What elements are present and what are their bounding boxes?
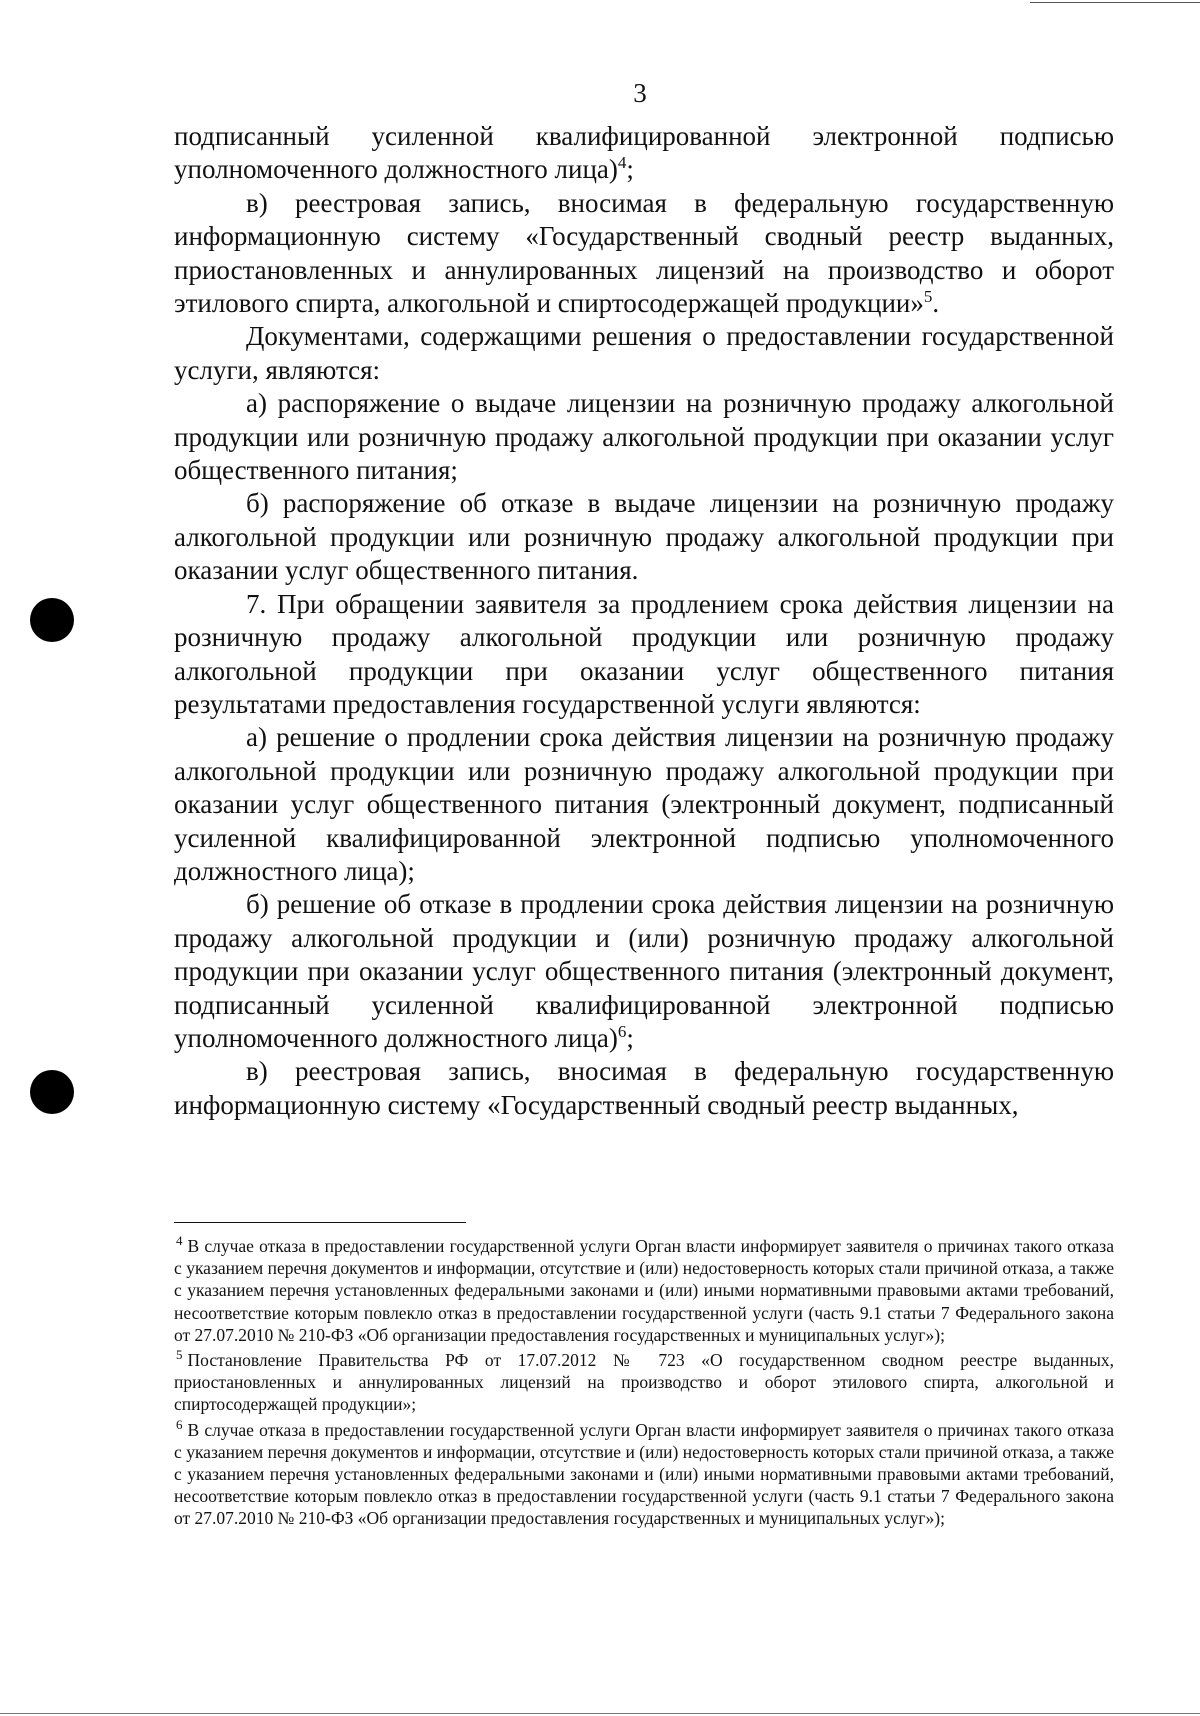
footnote-number: 5 bbox=[176, 1347, 183, 1363]
footnote-reference[interactable]: 6 bbox=[617, 1021, 627, 1041]
punch-hole bbox=[30, 598, 74, 642]
footnote-text: Постановление Правительства РФ от 17.07.2012 № 723 «О государственном сводном реестре выданных, приостановленных и аннулированных лицензий на производство и оборот этилового спирта, алкогольной и спиртосодержащей продукции»; bbox=[174, 1350, 1114, 1415]
footnote-number: 4 bbox=[176, 1233, 183, 1249]
paragraph: подписанный усиленной квалифицированной электронной подписью уполномоченного должностного лица)$^4$; bbox=[174, 121, 1114, 185]
paragraph: 7. При обращении заявителя за продлением срока действия лицензии на розничную продажу алкогольной продукции или розничную продажу алкогольной продукции при оказании услуг общественного питания результатами предоставления государственной услуги являются: bbox=[174, 588, 1114, 719]
paragraph: б) решение об отказе в продлении срока действия лицензии на розничную продажу алкогольной продукции и (или) розничную продажу алкогольной продукции при оказании услуг общественного питания (электронный документ, подписанный усиленной квалифицированной электронной подписью уполномоченного должностного лица)$^6$; bbox=[174, 889, 1114, 1053]
punch-hole bbox=[30, 1070, 74, 1114]
footnote bbox=[174, 1235, 1114, 1346]
footnote-number: 6 bbox=[176, 1416, 183, 1432]
footnote-reference[interactable]: 4 bbox=[617, 153, 627, 173]
footnote-text: В случае отказа в предоставлении государственной услуги Орган власти информирует заявителя о причинах такого отказа с указанием перечня документов и информации, отсутствие и (или) недостоверность которых стали причиной отказа, а также с указанием перечня установленных федеральными законами и (или) иными нормативными правовыми актами требований, несоответствие которым повлекло отказ в предоставлении государственной услуги (часть 9.1 статьи 7 Федерального закона от 27.07.2010 № 210-ФЗ «Об организации предоставления государственных и муниципальных услуг»); bbox=[174, 1236, 1114, 1345]
footnote-reference[interactable]: 5 bbox=[923, 287, 933, 307]
scan-artifact-top bbox=[1030, 2, 1200, 3]
paragraph: а) распоряжение о выдаче лицензии на розничную продажу алкогольной продукции или розничную продажу алкогольной продукции при оказании услуг общественного питания; bbox=[174, 388, 1114, 486]
page-number: 3 bbox=[633, 78, 647, 108]
footnote-separator bbox=[174, 1222, 466, 1223]
scan-artifact-bottom bbox=[0, 1713, 1200, 1714]
paragraph: в) реестровая запись, вносимая в федеральную государственную информационную систему «Государственный сводный реестр выданных, bbox=[174, 1056, 1114, 1120]
footnote bbox=[174, 1416, 1114, 1530]
paragraph: Документами, содержащими решения о предоставлении государственной услуги, являются: bbox=[174, 321, 1114, 385]
footnotes bbox=[174, 1235, 1114, 1533]
body-text bbox=[174, 120, 1114, 1122]
footnote-text: В случае отказа в предоставлении государственной услуги Орган власти информирует заявителя о причинах такого отказа с указанием перечня документов и информации, отсутствие и (или) недостоверность которых стали причиной отказа, а также с указанием перечня установленных федеральными законами и (или) иными нормативными правовыми актами требований, несоответствие которым повлекло отказ в предоставлении государственной услуги (часть 9.1 статьи 7 Федерального закона от 27.07.2010 № 210-ФЗ «Об организации предоставления государственных и муниципальных услуг»); bbox=[174, 1419, 1114, 1529]
paragraph: а) решение о продлении срока действия лицензии на розничную продажу алкогольной продукции или розничную продажу алкогольной продукции при оказании услуг общественного питания (электронный документ, подписанный усиленной квалифицированной электронной подписью уполномоченного должностного лица); bbox=[174, 722, 1114, 886]
footnote bbox=[174, 1349, 1114, 1416]
paragraph: в) реестровая запись, вносимая в федеральную государственную информационную систему «Государственный сводный реестр выданных, приостановленных и аннулированных лицензий на производство и оборот этилового спирта, алкогольной и спиртосодержащей продукции»$^5$. bbox=[174, 187, 1114, 319]
paragraph: б) распоряжение об отказе в выдаче лицензии на розничную продажу алкогольной продукции или розничную продажу алкогольной продукции при оказании услуг общественного питания. bbox=[174, 488, 1114, 586]
